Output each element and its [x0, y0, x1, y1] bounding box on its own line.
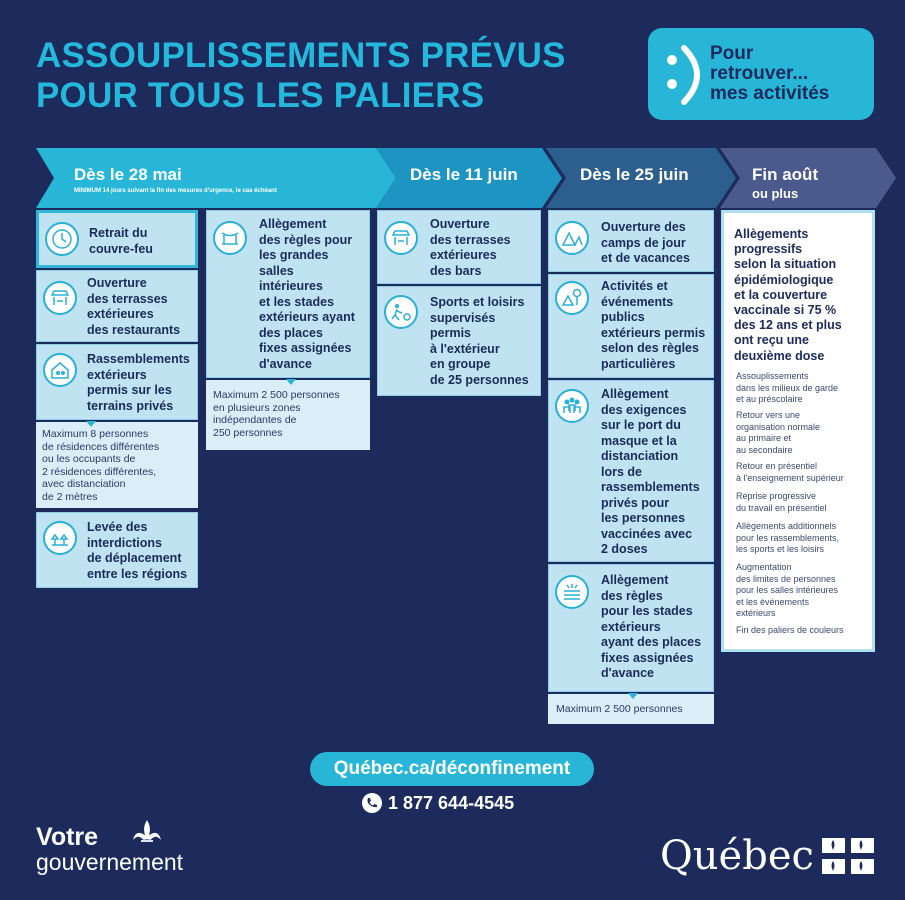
terrace-icon	[384, 221, 418, 255]
note-max-2500: Maximum 2 500 personnes	[548, 694, 714, 724]
list-item: Reprise progressive du travail en présentiel	[736, 491, 827, 513]
quebec-flag-icon	[822, 838, 874, 874]
phone-icon	[362, 793, 382, 813]
group-icon	[555, 389, 589, 423]
list-item: Retour vers une organisation normale au primaire et au secondaire	[736, 410, 821, 455]
card-outdoor-stadiums: Allègement des règles pour les stades extérieurs ayant des places fixes assignées d'avance	[548, 564, 714, 692]
card-public-events: Activités et événements publics extérieurs permis selon des règles particulières	[548, 274, 714, 378]
list-item: Allègements additionnels pour les rassemblements, les sports et les loisirs	[736, 521, 840, 554]
list-item: Assouplissements dans les milieux de garde et au préscolaire	[736, 371, 839, 404]
card-travel-between-regions: Levée des interdictions de déplacement entre les régions	[36, 512, 198, 588]
stadium-icon	[555, 575, 589, 609]
stage-icon	[213, 221, 247, 255]
phase-june-25: Dès le 25 juin	[546, 148, 736, 208]
gov-logo-gouvernement: gouvernement	[36, 849, 184, 875]
note-max-2500-zones: Maximum 2 500 personnes en plusieurs zones indépendantes de 250 personnes	[206, 380, 370, 450]
camp-icon	[555, 221, 589, 255]
list-item: Fin des paliers de couleurs	[736, 625, 844, 635]
card-mask-distancing: Allègement des exigences sur le port du masque et la distanciation lors de rassemblements privés pour les personnes vaccinées avec 2 doses	[548, 380, 714, 562]
quebec-logo: Québec	[660, 833, 814, 879]
phase-june-11: Dès le 11 juin	[376, 148, 562, 208]
card-supervised-sports: Sports et loisirs supervisés permis à l'extérieur en groupe de 25 personnes	[377, 286, 541, 396]
badge-text: Pour retrouver... mes activités	[710, 43, 830, 104]
list-item: Augmentation des limites de personnes pour les salles intérieures et les événements extérieurs	[736, 562, 839, 618]
note-max-8: Maximum 8 personnes de résidences différentes ou les occupants de 2 résidences différentes, avec distanciation de 2 mètres	[36, 422, 198, 508]
list-item: Retour en présentiel à l'enseignement supérieur	[736, 461, 844, 483]
page-title: ASSOUPLISSEMENTS PRÉVUS POUR TOUS LES PALIERS	[36, 36, 566, 115]
card-large-venues: Allègement des règles pour les grandes salles intérieures et les stades extérieurs ayant des places fixes assignées d'avance	[206, 210, 370, 378]
road-trees-icon	[43, 521, 77, 555]
phase-may-28: Dès le 28 mai MINIMUM 14 jours suivant la fin des mesures d'urgence, le cas échéant	[36, 148, 396, 208]
phase-end-august: Fin août ou plus	[720, 148, 896, 208]
card-bar-terraces: Ouverture des terrasses extérieures des bars	[377, 210, 541, 284]
gov-logo-votre: Votre	[36, 823, 99, 851]
card-end-august: Allègements progressifs selon la situation épidémiologique et la couverture vaccinale si 75 % des 12 ans et plus ont reçu une deuxième dose Assouplissements dans les milieux de garde et au préscolaire Retour vers une organisation normale au primaire et au secondaire Retour en présentiel à l'enseignement supérieur Reprise progressive du travail en présentiel Allègements additionnels pour les rassemblements, les sports et les loisirs Augmentation des limites de personnes pour les salles intérieures et les événements extérieurs Fin des paliers de couleurs	[721, 210, 875, 652]
card-curfew: Retrait du couvre-feu	[36, 210, 198, 268]
card-private-gatherings: Rassemblements extérieurs permis sur les terrains privés	[36, 344, 198, 420]
house-people-icon	[43, 353, 77, 387]
clock-icon	[45, 222, 79, 256]
tent-balloon-icon	[555, 281, 589, 315]
card-restaurant-terraces: Ouverture des terrasses extérieures des restaurants	[36, 270, 198, 342]
card-day-camps: Ouverture des camps de jour et de vacances	[548, 210, 714, 272]
sports-icon	[384, 295, 418, 329]
fleur-de-lis-icon	[132, 820, 162, 850]
terrace-icon	[43, 281, 77, 315]
phone-number[interactable]: 1 877 644-4545	[362, 792, 514, 814]
website-link[interactable]: Québec.ca/déconfinement	[310, 752, 594, 786]
activities-badge	[648, 28, 874, 120]
